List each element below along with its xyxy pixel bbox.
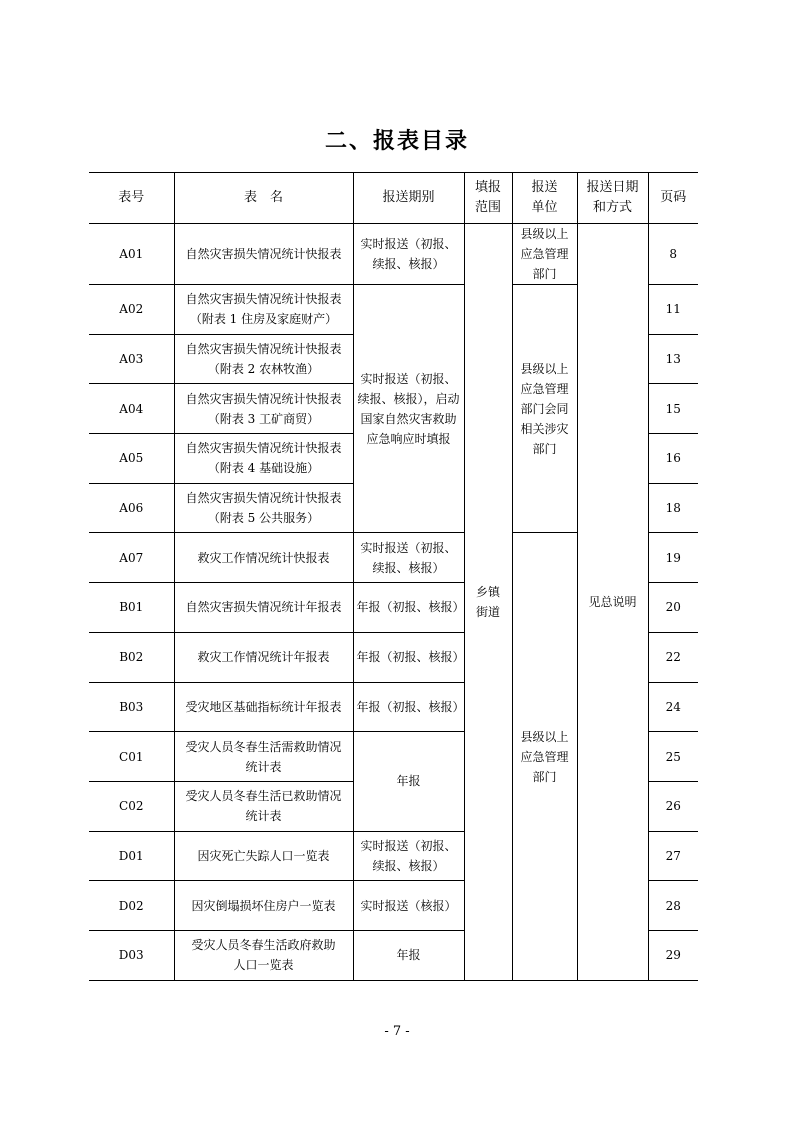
- row-code: C02: [89, 781, 174, 831]
- unit-cell: 县级以上 应急管理 部门会同 相关涉灾 部门: [512, 285, 577, 533]
- row-page: 28: [648, 881, 698, 931]
- row-name: 受灾人员冬春生活已救助情况 统计表: [174, 781, 353, 831]
- table-row: [89, 224, 698, 285]
- row-name: 自然灾害损失情况统计年报表: [174, 583, 353, 633]
- row-code: A03: [89, 334, 174, 384]
- row-name: 受灾人员冬春生活需救助情况 统计表: [174, 732, 353, 782]
- row-name: 受灾人员冬春生活政府救助 人口一览表: [174, 930, 353, 980]
- row-period: 实时报送（核报）: [353, 881, 464, 931]
- scope-cell: 乡镇 街道: [464, 224, 512, 981]
- row-page: 15: [648, 384, 698, 434]
- row-name: 自然灾害损失情况统计快报表 （附表 4 基础设施）: [174, 434, 353, 484]
- row-name: 救灾工作情况统计年报表: [174, 632, 353, 682]
- row-name: 因灾倒塌损坏住房户一览表: [174, 881, 353, 931]
- table-header-row: [89, 173, 698, 224]
- unit-cell: 县级以上 应急管理 部门: [512, 533, 577, 980]
- header-period: 报送期别: [353, 173, 464, 224]
- row-page: 20: [648, 583, 698, 633]
- row-page: 24: [648, 682, 698, 732]
- row-period: 年报: [353, 930, 464, 980]
- row-code: A07: [89, 533, 174, 583]
- row-page: 16: [648, 434, 698, 484]
- row-code: D01: [89, 831, 174, 881]
- row-code: A01: [89, 224, 174, 285]
- row-period: 实时报送（初报、 续报、核报）: [353, 533, 464, 583]
- row-name: 救灾工作情况统计快报表: [174, 533, 353, 583]
- row-period: 实时报送（初报、 续报、核报），启动 国家自然灾害救助 应急响应时填报: [353, 285, 464, 533]
- row-period: 年报（初报、核报）: [353, 682, 464, 732]
- row-code: B03: [89, 682, 174, 732]
- row-name: 因灾死亡失踪人口一览表: [174, 831, 353, 881]
- header-name: 表 名: [174, 173, 353, 224]
- row-page: 8: [648, 224, 698, 285]
- page-title: 二、报表目录: [324, 129, 469, 154]
- unit-cell: 县级以上 应急管理 部门: [512, 224, 577, 285]
- row-period: 年报（初报、核报）: [353, 632, 464, 682]
- row-name: 受灾地区基础指标统计年报表: [174, 682, 353, 732]
- row-period: 年报: [353, 732, 464, 831]
- row-page: 27: [648, 831, 698, 881]
- report-catalog-table: [89, 172, 698, 981]
- row-page: 22: [648, 632, 698, 682]
- row-name: 自然灾害损失情况统计快报表 （附表 3 工矿商贸）: [174, 384, 353, 434]
- row-code: A05: [89, 434, 174, 484]
- row-code: C01: [89, 732, 174, 782]
- row-page: 26: [648, 781, 698, 831]
- row-period: 实时报送（初报、 续报、核报）: [353, 831, 464, 881]
- row-code: A04: [89, 384, 174, 434]
- row-page: 19: [648, 533, 698, 583]
- page-number: - 7 -: [384, 1024, 410, 1039]
- row-name: 自然灾害损失情况统计快报表 （附表 5 公共服务）: [174, 483, 353, 533]
- row-name: 自然灾害损失情况统计快报表: [174, 224, 353, 285]
- row-page: 11: [648, 285, 698, 335]
- row-name: 自然灾害损失情况统计快报表 （附表 1 住房及家庭财产）: [174, 285, 353, 335]
- date-method-cell: 见总说明: [577, 224, 648, 981]
- row-page: 18: [648, 483, 698, 533]
- row-code: A06: [89, 483, 174, 533]
- row-period: 实时报送（初报、 续报、核报）: [353, 224, 464, 285]
- row-code: D02: [89, 881, 174, 931]
- row-name: 自然灾害损失情况统计快报表 （附表 2 农林牧渔）: [174, 334, 353, 384]
- row-page: 13: [648, 334, 698, 384]
- header-code: 表号: [89, 173, 174, 224]
- header-date: 报送日期 和方式: [577, 173, 648, 224]
- row-code: B01: [89, 583, 174, 633]
- header-scope: 填报 范围: [464, 173, 512, 224]
- row-code: D03: [89, 930, 174, 980]
- header-unit: 报送 单位: [512, 173, 577, 224]
- row-code: A02: [89, 285, 174, 335]
- header-page: 页码: [648, 173, 698, 224]
- row-code: B02: [89, 632, 174, 682]
- row-period: 年报（初报、核报）: [353, 583, 464, 633]
- row-page: 29: [648, 930, 698, 980]
- row-page: 25: [648, 732, 698, 782]
